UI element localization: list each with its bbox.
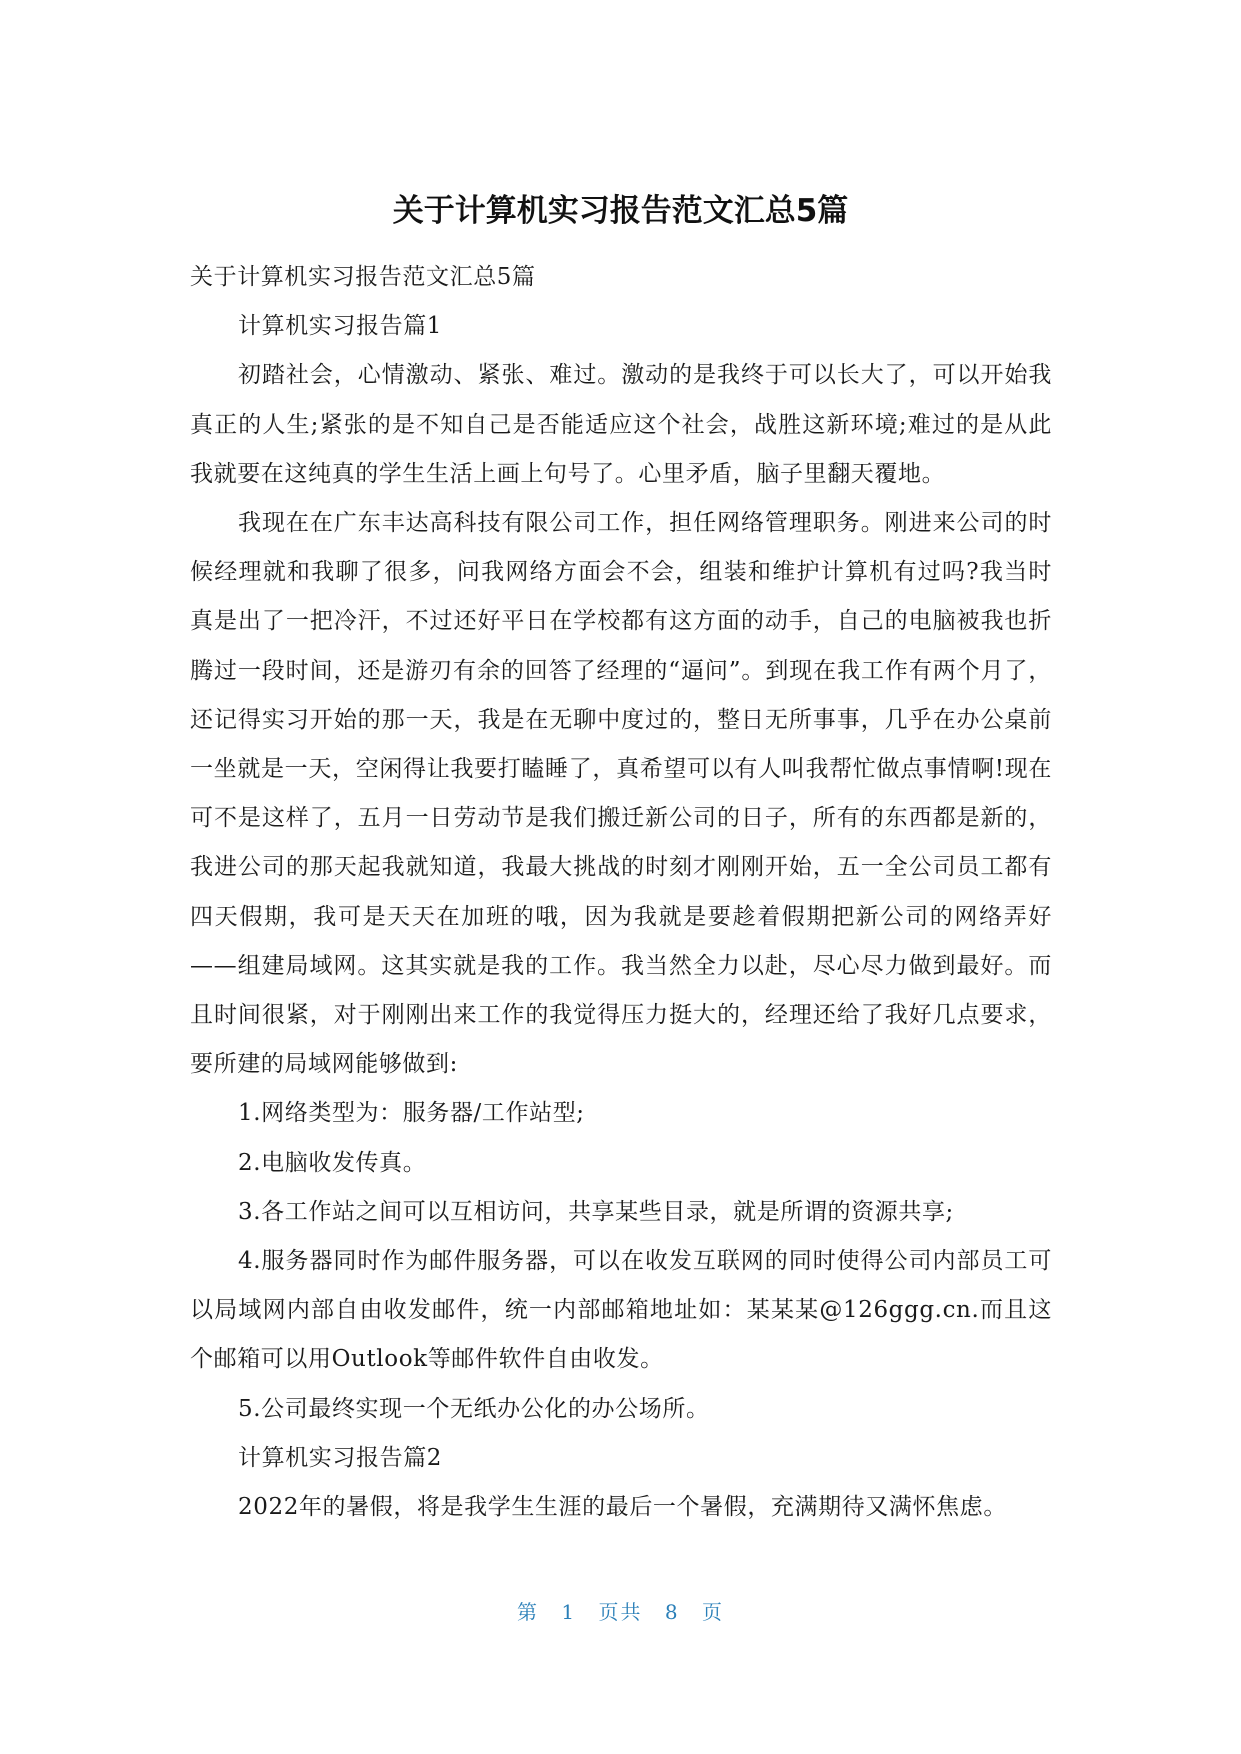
paragraph-2: 我现在在广东丰达高科技有限公司工作，担任网络管理职务。刚进来公司的时候经理就和我聊了很多，问我网络方面会不会，组装和维护计算机有过吗?我当时真是出了一把冷汗，不过还好平日在学校都有这方面的动手，自己的电脑被我也折腾过一段时间，还是游刃有余的回答了经理的“逼问”。到现在我工作有两个月了，还记得实习开始的那一天，我是在无聊中度过的，整日无所事事，几乎在办公桌前一坐就是一天，空闲得让我要打瞌睡了，真希望可以有人叫我帮忙做点事情啊!现在可不是这样了，五月一日劳动节是我们搬迁新公司的日子，所有的东西都是新的，我进公司的那天起我就知道，我最大挑战的时刻才刚刚开始，五一全公司员工都有四天假期，我可是天天在加班的哦，因为我就是要趁着假期把新公司的网络弄好——组建局域网。这其实就是我的工作。我当然全力以赴，尽心尽力做到最好。而且时间很紧，对于刚刚出来工作的我觉得压力挺大的，经理还给了我好几点要求，要所建的局域网能够做到: bbox=[190, 510, 1052, 1078]
section-heading-1: 计算机实习报告篇1 bbox=[238, 313, 443, 340]
section-heading-2: 计算机实习报告篇2 bbox=[238, 1444, 443, 1471]
list-item-3: 3.各工作站之间可以互相访问，共享某些目录，就是所谓的资源共享; bbox=[238, 1198, 954, 1225]
footer-word-page-total: 页共 bbox=[598, 1600, 643, 1624]
list-item-2: 2.电脑收发传真。 bbox=[238, 1149, 427, 1176]
footer-word-page: 第 bbox=[517, 1600, 540, 1624]
footer-word-end: 页 bbox=[701, 1600, 724, 1624]
list-item-1: 1.网络类型为：服务器/工作站型; bbox=[238, 1100, 585, 1127]
list-item-5: 5.公司最终实现一个无纸办公化的办公场所。 bbox=[238, 1395, 710, 1422]
page-footer bbox=[0, 1598, 1241, 1626]
list-item-4: 4.服务器同时作为邮件服务器，可以在收发互联网的同时使得公司内部员工可以局域网内部自由收发邮件，统一内部邮箱地址如：某某某@126ggg.cn.而且这个邮箱可以用Outlook等邮件软件自由收发。 bbox=[190, 1248, 1052, 1373]
footer-total-pages: 8 bbox=[664, 1600, 680, 1624]
document-title: 关于计算机实习报告范文汇总5篇 bbox=[392, 193, 849, 229]
footer-current-page: 1 bbox=[561, 1600, 577, 1624]
paragraph-3: 2022年的暑假，将是我学生生涯的最后一个暑假，充满期待又满怀焦虑。 bbox=[238, 1494, 1007, 1521]
subtitle-line: 关于计算机实习报告范文汇总5篇 bbox=[190, 264, 536, 290]
paragraph-1: 初踏社会，心情激动、紧张、难过。激动的是我终于可以长大了，可以开始我真正的人生;紧张的是不知自己是否能适应这个社会，战胜这新环境;难过的是从此我就要在这纯真的学生生活上画上句号了。心里矛盾，脑子里翻天覆地。 bbox=[190, 362, 1052, 487]
document-body bbox=[190, 253, 1052, 1532]
